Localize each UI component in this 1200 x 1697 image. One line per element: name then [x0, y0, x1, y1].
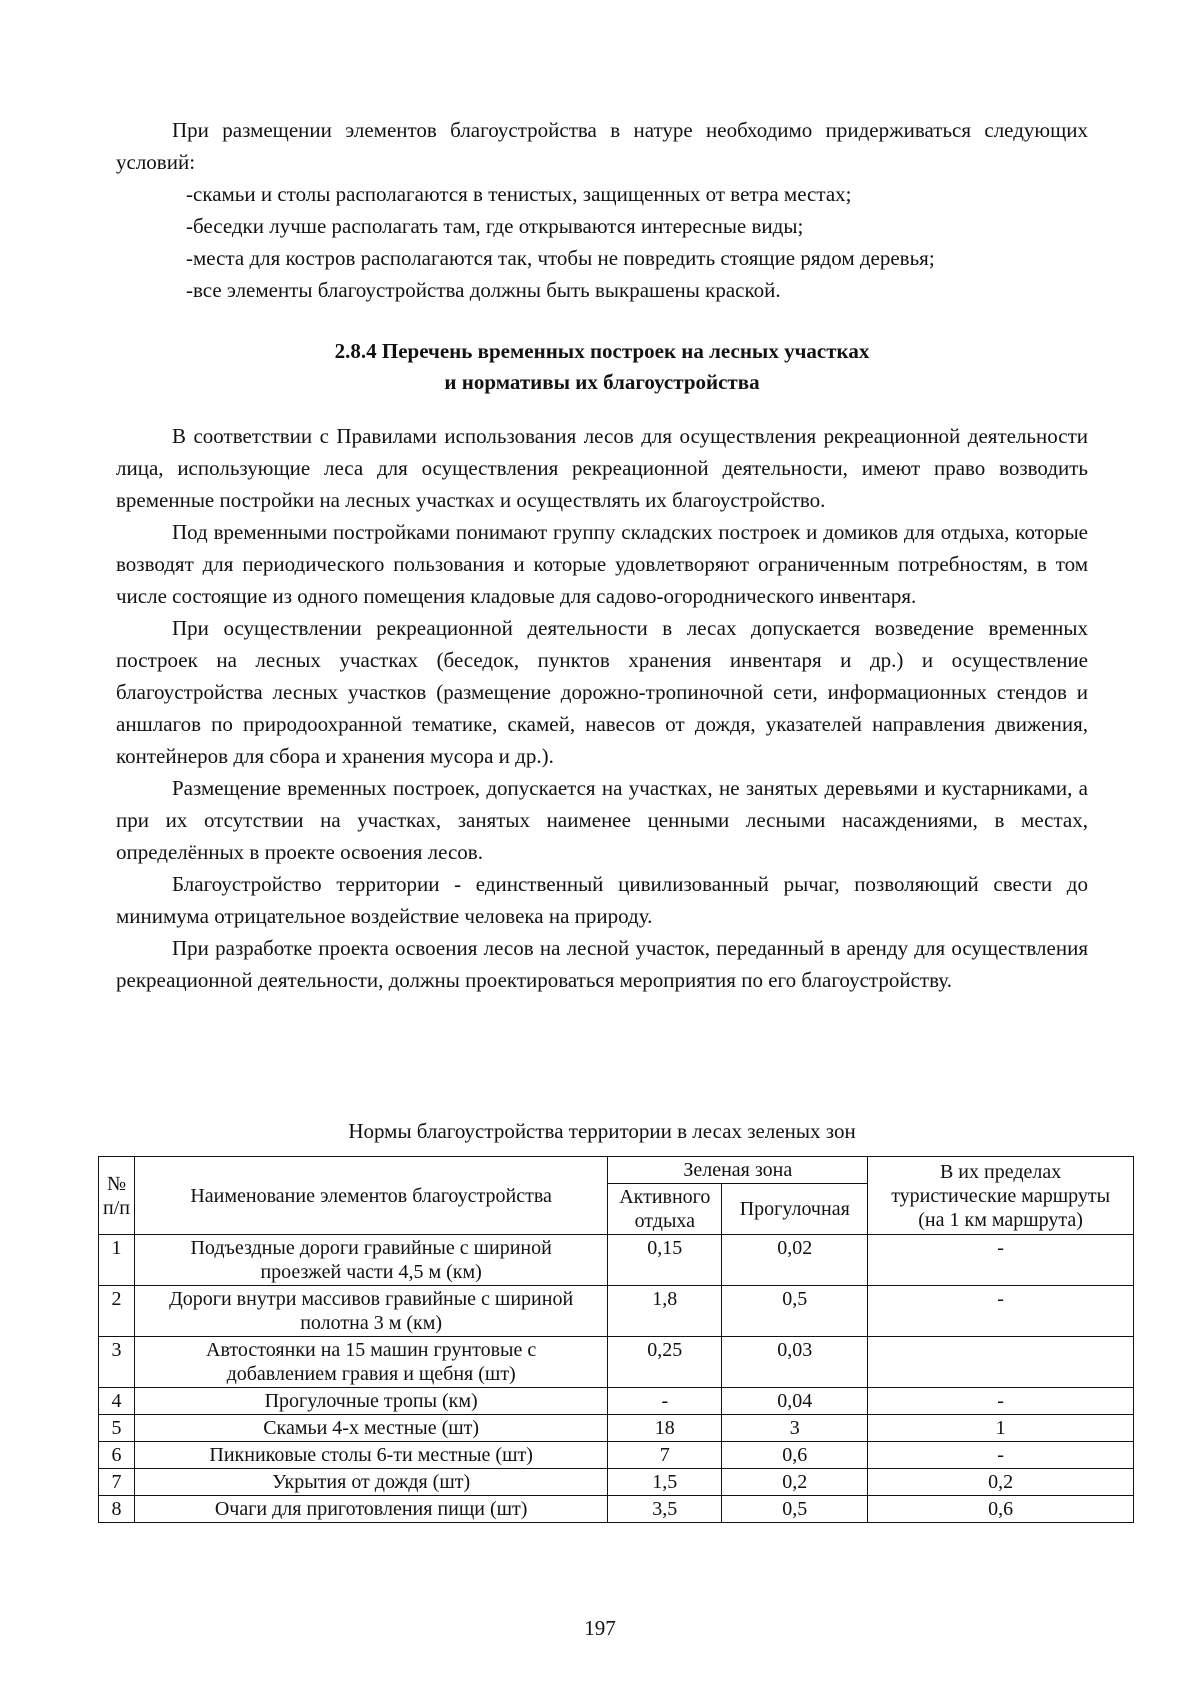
- intro-bullet: -беседки лучше располагать там, где открываются интересные виды;: [186, 214, 804, 238]
- paragraph: При разработке проекта освоения лесов на лесной участок, переданный в аренду для осуществления рекреационной деятельности, должны проектироваться мероприятия по его благоустройству.: [116, 936, 1088, 992]
- cell-name: Пикниковые столы 6-ти местные (шт): [134, 1442, 607, 1469]
- table-row: [99, 1442, 1134, 1469]
- section-heading: [116, 336, 1088, 398]
- intro-lead: При размещении элементов благоустройства в натуре необходимо придерживаться следующих условий:: [116, 118, 1088, 174]
- cell-routes: 0,2: [868, 1469, 1134, 1496]
- cell-active: 3,5: [608, 1496, 722, 1523]
- table-title: Нормы благоустройства территории в лесах зеленых зон: [348, 1119, 856, 1143]
- intro-block: [116, 114, 1088, 306]
- table-row: [99, 1415, 1134, 1442]
- cell-walking: 0,04: [722, 1388, 868, 1415]
- cell-walking: 0,02: [722, 1235, 868, 1286]
- header-walking: Прогулочная: [722, 1184, 868, 1235]
- section-title-line-2: и нормативы их благоустройства: [444, 370, 760, 394]
- cell-walking: 0,5: [722, 1286, 868, 1337]
- cell-walking: 0,03: [722, 1337, 868, 1388]
- header-green-zone: Зеленая зона: [608, 1157, 868, 1184]
- header-active: Активного отдыха: [608, 1184, 722, 1235]
- cell-name: Подъездные дороги гравийные с шириной проезжей части 4,5 м (км): [134, 1235, 607, 1286]
- norms-table: [98, 1156, 1134, 1523]
- cell-number: 1: [99, 1235, 135, 1286]
- paragraph: В соответствии с Правилами использования лесов для осуществления рекреационной деятельности лица, использующие леса для осуществления рекреационной деятельности, имеют право возводить временные постройки на лесных участках и осуществлять их благоустройство.: [116, 424, 1088, 512]
- cell-walking: 0,5: [722, 1496, 868, 1523]
- cell-name: Дороги внутри массивов гравийные с шириной полотна 3 м (км): [134, 1286, 607, 1337]
- cell-active: 0,15: [608, 1235, 722, 1286]
- cell-active: 1,5: [608, 1469, 722, 1496]
- cell-name: Очаги для приготовления пищи (шт): [134, 1496, 607, 1523]
- table-row: [99, 1388, 1134, 1415]
- cell-active: 0,25: [608, 1337, 722, 1388]
- cell-active: 1,8: [608, 1286, 722, 1337]
- cell-walking: 0,2: [722, 1469, 868, 1496]
- paragraph: Под временными постройками понимают группу складских построек и домиков для отдыха, которые возводят для периодического пользования и которые удовлетворяют ограниченным потребностям, в том числе состоящие из одного помещения кладовые для садово-огороднического инвентаря.: [116, 520, 1088, 608]
- cell-routes: -: [868, 1286, 1134, 1337]
- cell-number: 6: [99, 1442, 135, 1469]
- cell-number: 8: [99, 1496, 135, 1523]
- table-row: [99, 1337, 1134, 1388]
- header-number: № п/п: [99, 1157, 135, 1235]
- cell-routes: -: [868, 1388, 1134, 1415]
- intro-bullet: -места для костров располагаются так, чтобы не повредить стоящие рядом деревья;: [186, 246, 935, 270]
- cell-number: 4: [99, 1388, 135, 1415]
- cell-walking: 0,6: [722, 1442, 868, 1469]
- body-text: [116, 420, 1088, 996]
- cell-number: 3: [99, 1337, 135, 1388]
- table-row: [99, 1496, 1134, 1523]
- cell-name: Прогулочные тропы (км): [134, 1388, 607, 1415]
- cell-name: Автостоянки на 15 машин грунтовые с добавлением гравия и щебня (шт): [134, 1337, 607, 1388]
- paragraph: При осуществлении рекреационной деятельности в лесах допускается возведение временных построек на лесных участках (беседок, пунктов хранения инвентаря и др.) и осуществление благоустройства лесных участков (размещение дорожно-тропиночной сети, информационных стендов и аншлагов по природоохранной тематике, скамей, навесов от дождя, указателей направления движения, контейнеров для сбора и хранения мусора и др.).: [116, 616, 1088, 768]
- cell-routes: 1: [868, 1415, 1134, 1442]
- intro-bullet: -скамьи и столы располагаются в тенистых, защищенных от ветра местах;: [186, 182, 852, 206]
- cell-walking: 3: [722, 1415, 868, 1442]
- header-routes: В их пределах туристические маршруты (на 1 км маршрута): [868, 1157, 1134, 1235]
- cell-routes: 0,6: [868, 1496, 1134, 1523]
- intro-bullet: -все элементы благоустройства должны быть выкрашены краской.: [186, 278, 781, 302]
- cell-name: Скамьи 4-х местные (шт): [134, 1415, 607, 1442]
- cell-routes: [868, 1337, 1134, 1388]
- cell-active: 18: [608, 1415, 722, 1442]
- table-row: [99, 1469, 1134, 1496]
- section-title-line-1: 2.8.4 Перечень временных построек на лесных участках: [334, 339, 870, 363]
- cell-number: 5: [99, 1415, 135, 1442]
- cell-number: 7: [99, 1469, 135, 1496]
- cell-name: Укрытия от дождя (шт): [134, 1469, 607, 1496]
- cell-active: 7: [608, 1442, 722, 1469]
- cell-active: -: [608, 1388, 722, 1415]
- cell-routes: -: [868, 1442, 1134, 1469]
- table-row: [99, 1235, 1134, 1286]
- cell-routes: -: [868, 1235, 1134, 1286]
- table-row: [99, 1286, 1134, 1337]
- paragraph: Благоустройство территории - единственный цивилизованный рычаг, позволяющий свести до минимума отрицательное воздействие человека на природу.: [116, 872, 1088, 928]
- cell-number: 2: [99, 1286, 135, 1337]
- page-number: 197: [584, 1616, 616, 1640]
- paragraph: Размещение временных построек, допускается на участках, не занятых деревьями и кустарниками, а при их отсутствии на участках, занятых наименее ценными лесными насаждениями, в местах, определённых в проекте освоения лесов.: [116, 776, 1088, 864]
- header-name: Наименование элементов благоустройства: [134, 1157, 607, 1235]
